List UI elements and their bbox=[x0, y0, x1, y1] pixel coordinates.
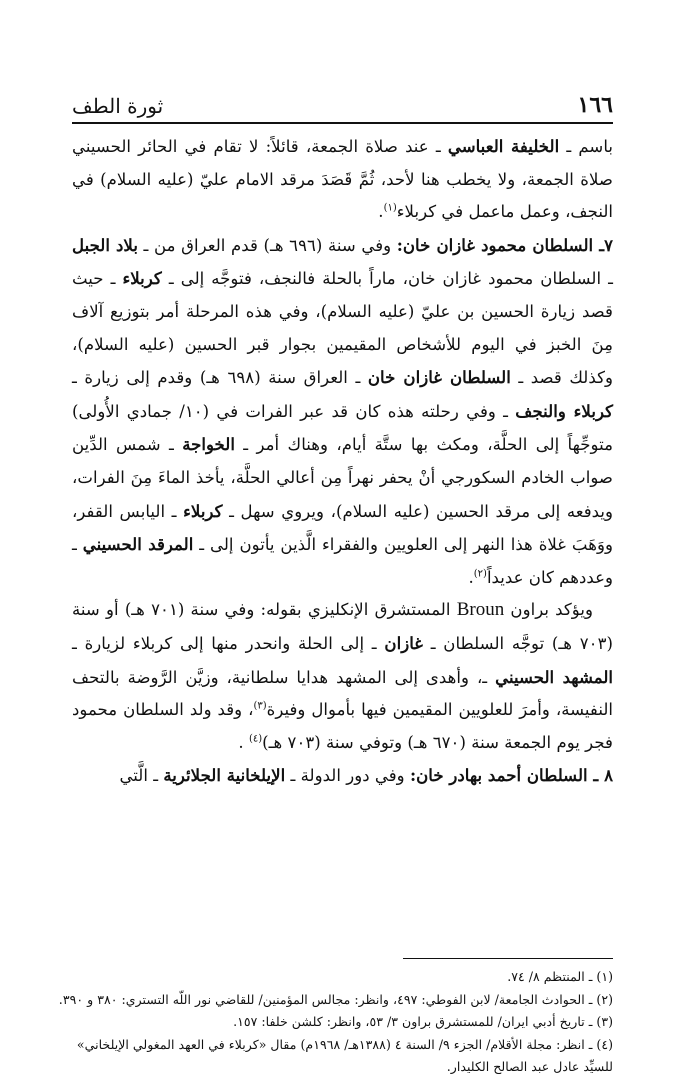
footnote-1: (١) ـ المنتظم ٨/ ٧٤. bbox=[507, 969, 613, 984]
text: ـ العراق سنة (٦٩٨ هـ) وقدم إلى زيارة ـ bbox=[72, 368, 368, 388]
text: المستشرق الإنكليزي بقوله: وفي سنة (٧٠١ هـ) أو سنة (٧٠٣ هـ) توجَّه السلطان ـ bbox=[72, 600, 613, 653]
text: . bbox=[468, 567, 474, 587]
footnotes bbox=[58, 966, 613, 1079]
text: ـ اليابس القفر، ووَهَبَ غلاة هذا النهر إلى العلويين والفقراء الَّذين يأتون إلى ـ bbox=[72, 501, 613, 555]
bold-term: الإيلخانية الجلائرية bbox=[163, 765, 286, 786]
text: . bbox=[238, 732, 249, 752]
bold-term: الخليفة العباسي bbox=[447, 136, 560, 156]
text: ـ الَّتي bbox=[119, 766, 164, 786]
bold-term: الخواجة bbox=[182, 434, 235, 455]
paragraph-4 bbox=[72, 759, 613, 793]
footnote-ref: (٤) bbox=[248, 733, 263, 745]
text: ـ إلى الحلة وانحدر منها إلى كربلاء لزيارة ـ bbox=[72, 633, 385, 653]
bold-term: كربلاء والنجف bbox=[515, 400, 613, 421]
bold-term: كربلاء bbox=[122, 268, 162, 289]
bold-term: غازان bbox=[384, 632, 423, 653]
footnote-4: (٤) ـ انظر: مجلة الأقلام/ الجزء ٩/ السنة ٤ (١٣٨٨هـ/ ١٩٦٨م) مقال «كربلاء في العهد المغولي الإيلخاني» bbox=[76, 1036, 613, 1052]
text: ـ السلطان محمود غازان خان، ماراً بالحلة فالنجف، فتوجَّه إلى ـ bbox=[161, 269, 613, 289]
section-heading: ٨ ـ السلطان أحمد بهادر خان: bbox=[409, 765, 613, 786]
text: وفي دور الدولة ـ bbox=[285, 766, 410, 786]
text: ـ وعددهم كان عديداً bbox=[72, 535, 613, 587]
text: ـ وفي رحلته هذه كان قد عبر الفرات في (١٠/ جمادي الأُولى) متوجِّهاً إلى الحلَّة، ومكث بها ستَّة أيام، وهناك أمر ـ bbox=[72, 401, 613, 455]
page-header bbox=[72, 86, 613, 124]
footnote-ref: (٣) bbox=[253, 700, 267, 712]
text: . bbox=[378, 202, 384, 222]
footnote-4-continued: للسيِّد عادل عبد الصالح الكليدار. bbox=[446, 1059, 613, 1074]
running-head: ثورة الطف bbox=[72, 94, 164, 118]
text: ويؤكد براون bbox=[504, 600, 593, 620]
body-text bbox=[72, 130, 613, 793]
text: وفي سنة (٦٩٦ هـ) قدم العراق من ـ bbox=[137, 235, 397, 255]
bold-term: المشهد الحسيني bbox=[495, 666, 614, 687]
text: ، وقد ولد السلطان محمود فجر يوم الجمعة سنة (٦٧٠ هـ) وتوفي سنة (٧٠٣ هـ) bbox=[72, 700, 613, 752]
latin-name: Broun bbox=[456, 599, 505, 621]
page-number: ١٦٦ bbox=[577, 92, 613, 118]
section-heading: ٧ـ السلطان محمود غازان خان: bbox=[396, 234, 614, 255]
footnote-2: (٢) ـ الحوادث الجامعة/ لابن الفوطي: ٤٩٧، وانظر: مجالس المؤمنين/ للقاضي نور اللّه التستري: ٣٨٠ و ٣٩٠. bbox=[58, 991, 613, 1007]
text: ـ حيث قصد زيارة الحسين بن عليّ (عليه السلام)، وفي هذه المرحلة أمر بتوزيع آلاف مِنَ الخبز في اليوم للأشخاص المقيمين بجوار قبر الحسين (عليه السلام)، وكذلك قصد ـ bbox=[72, 269, 613, 388]
paragraph-1 bbox=[72, 130, 613, 229]
text: باسم ـ bbox=[559, 137, 614, 156]
text: ـ، وأهدى إلى المشهد هدايا سلطانية، وزيَّن الرَّوضة بالتحف النفيسة، وأمرَ للعلويين المقيمين فيها بأموال وفيرة bbox=[72, 667, 613, 720]
footnote-ref: (٢) bbox=[473, 568, 487, 580]
bold-term: بلاد الجبل bbox=[72, 234, 138, 255]
paragraph-2 bbox=[72, 229, 613, 595]
paragraph-3 bbox=[72, 594, 613, 759]
footnote-divider bbox=[403, 958, 613, 959]
text: ـ عند صلاة الجمعة، قائلاً: لا تقام في الحائر الحسيني صلاة الجمعة، ولا يخطب هنا لأحد، ثُمَّ قَصَدَ مرقد الامام عليّ (عليه السلام) في النجف، وعمل ماعمل في كربلاء bbox=[72, 137, 613, 222]
bold-term: السلطان غازان خان bbox=[367, 367, 511, 388]
text: ـ شمس الدِّين صواب الخادم السكورجي أنْ يحفر نهراً مِن أعالي الحلَّة، يأخذ الماءَ مِنَ الفرات، ويدفعه إلى مرقد الحسين (عليه السلام)، ويروي سهل ـ bbox=[72, 435, 614, 521]
bold-term: المرقد الحسيني bbox=[82, 534, 194, 555]
footnote-3: (٣) ـ تاريخ أدبي ايران/ للمستشرق براون ٣/ ٥٣، وانظر: كلشن خلفا: ١٥٧. bbox=[233, 1014, 613, 1029]
bold-term: كربلاء bbox=[183, 500, 223, 521]
footnote-ref: (١) bbox=[383, 202, 397, 214]
